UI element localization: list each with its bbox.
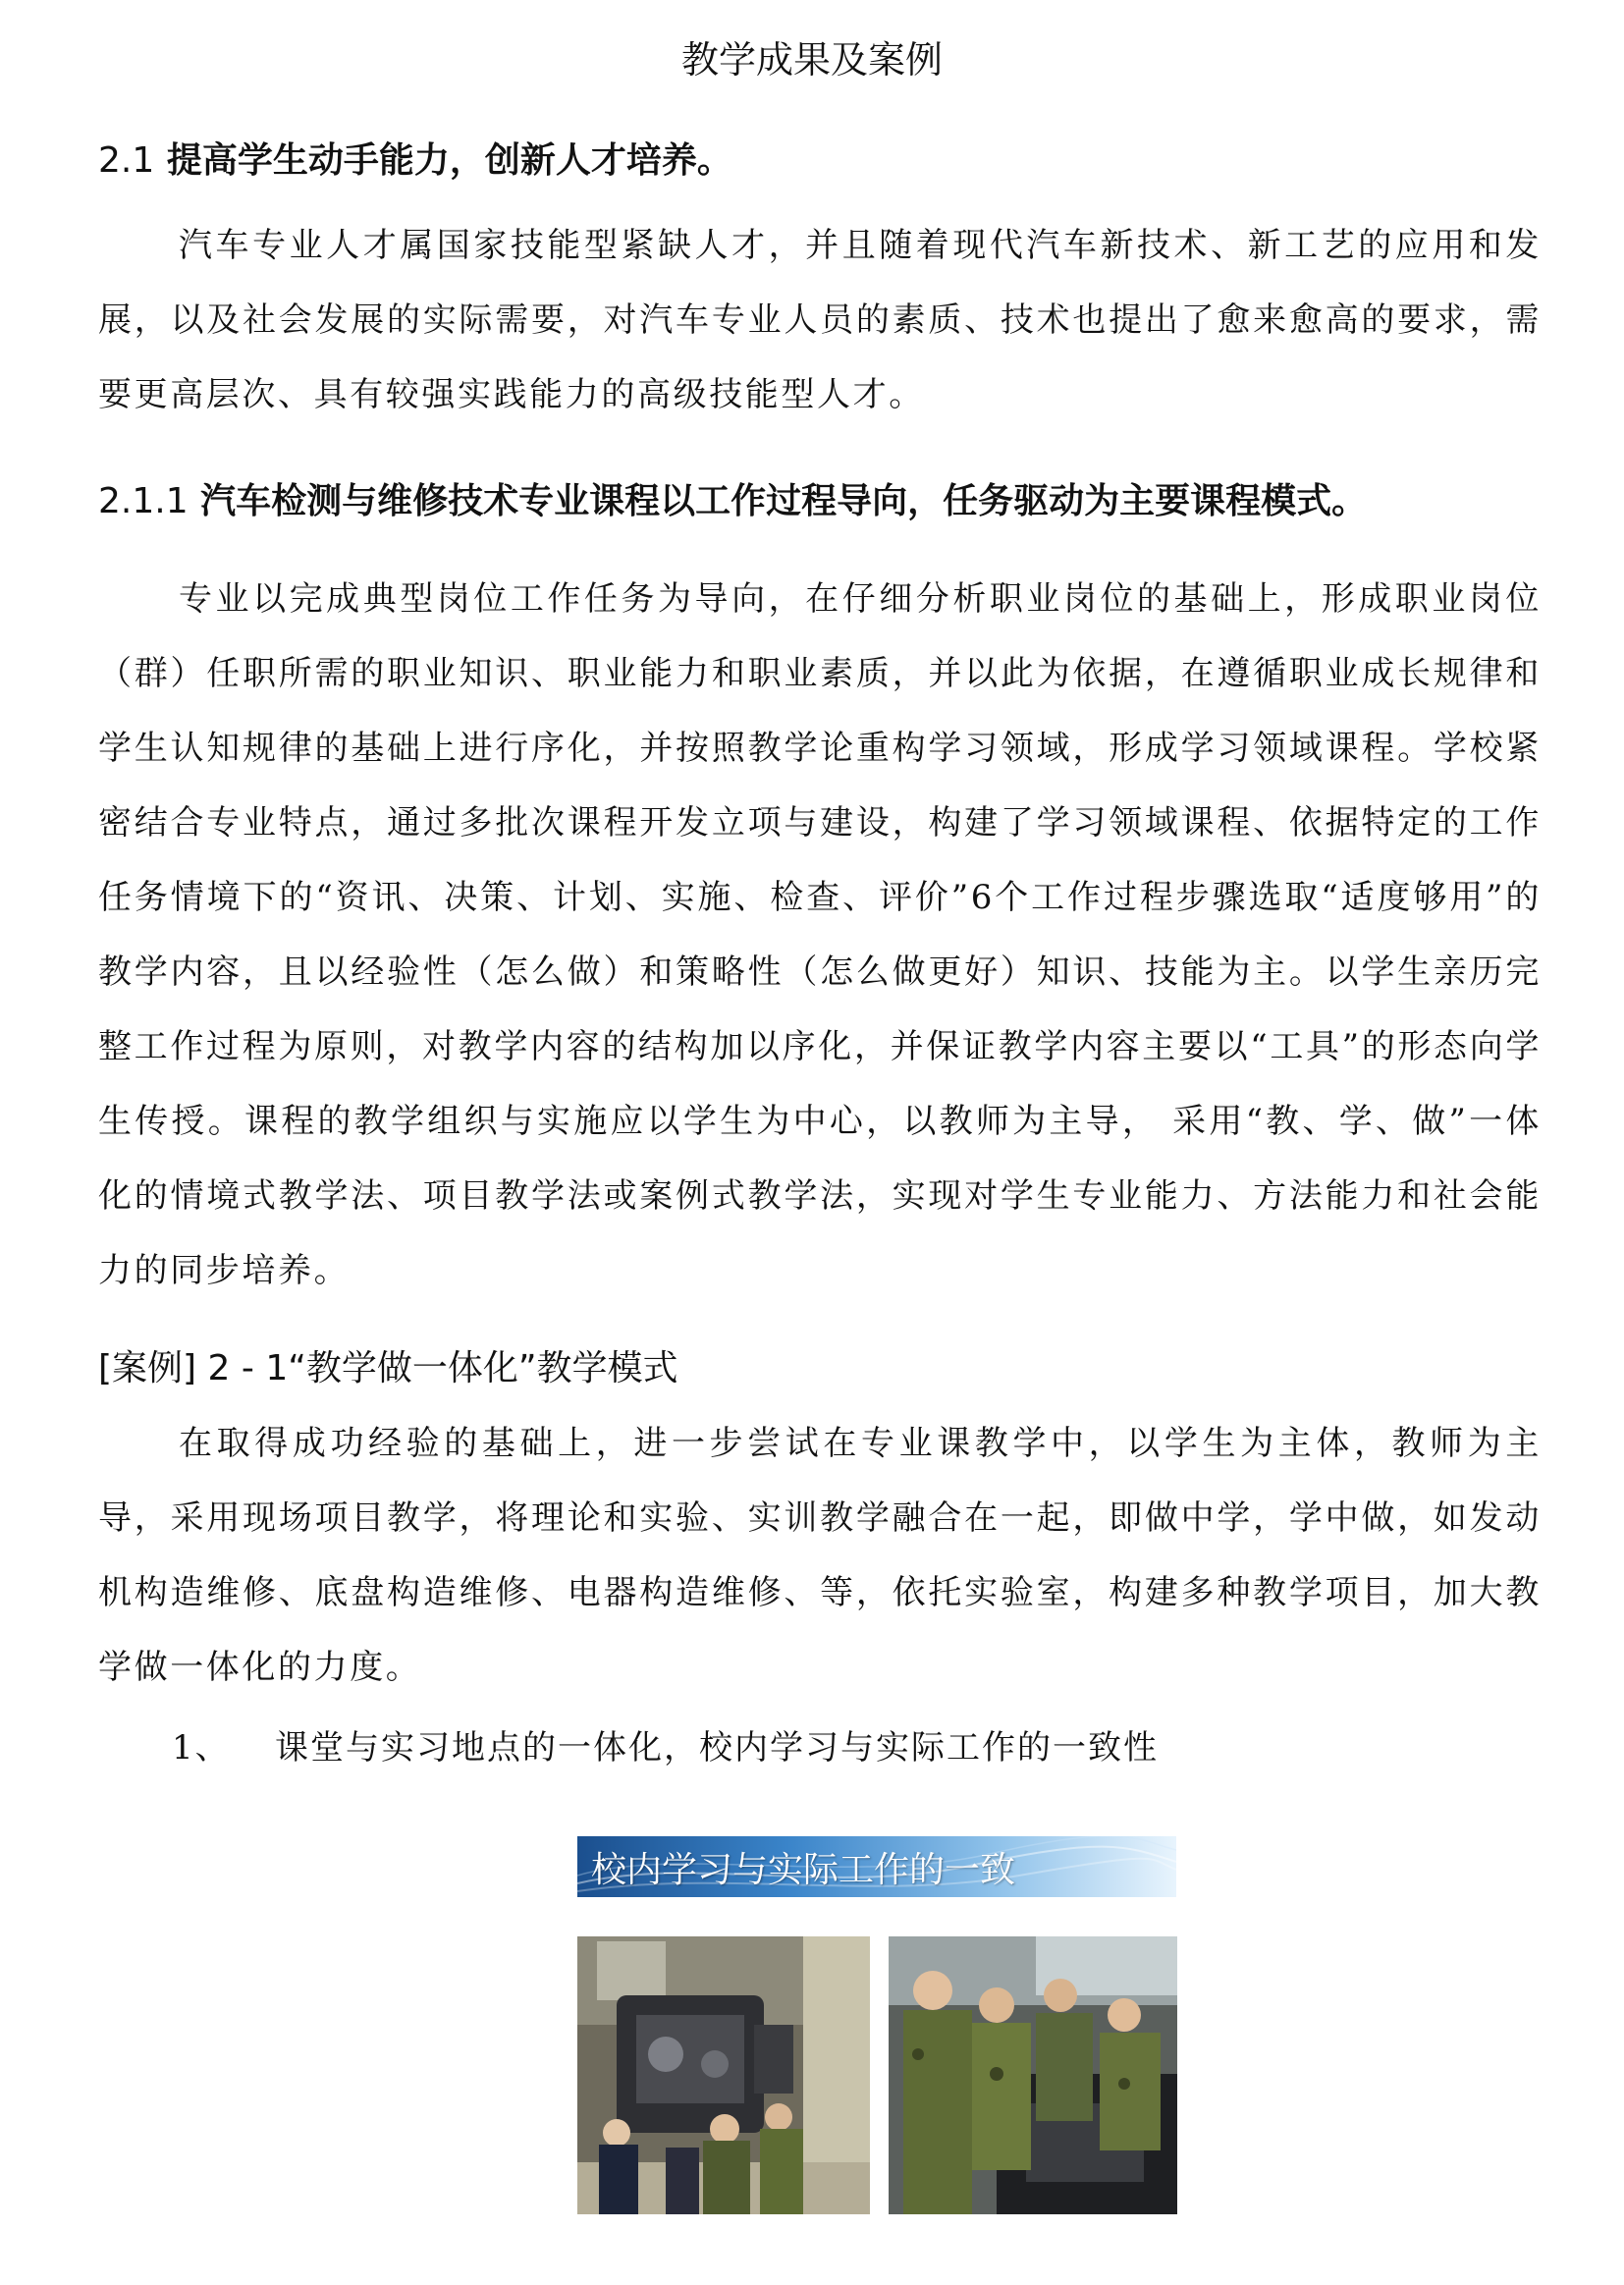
- case-title: “教学做一体化”教学模式: [288, 1348, 678, 1388]
- section-heading-2-1: [98, 133, 732, 183]
- page-title: 教学成果及案例: [680, 38, 943, 82]
- section-number: 2.1.1: [98, 481, 189, 521]
- banner-text: 校内学习与实际工作的一致: [591, 1850, 1016, 1890]
- section-2-1-paragraph: 汽车专业人才属国家技能型紧缺人才，并且随着现代汽车新技术、新工艺的应用和发展，以及社会发展的实际需要，对汽车专业人员的素质、技术也提出了愈来愈高的要求，需要更高层次、具有较强实践能力的高级技能型人才。: [98, 226, 1542, 414]
- list-marker: 1、: [172, 1728, 231, 1768]
- workshop-photo-students: [889, 1936, 1177, 2214]
- workshop-photo-engine: [577, 1936, 870, 2214]
- section-2-1-1-paragraph: 专业以完成典型岗位工作任务为导向，在仔细分析职业岗位的基础上，形成职业岗位（群）任职所需的职业知识、职业能力和职业素质，并以此为依据，在遵循职业成长规律和学生认知规律的基础上进行序化，并按照教学论重构学习领域，形成学习领域课程。学校紧密结合专业特点，通过多批次课程开发立项与建设，构建了学习领域课程、依据特定的工作任务情境下的“资讯、决策、计划、实施、检查、评价”6个工作过程步骤选取“适度够用”的教学内容，且以经验性（怎么做）和策略性（怎么做更好）知识、技能为主。以学生亲历完整工作过程为原则，对教学内容的结构加以序化，并保证教学内容主要以“工具”的形态向学生传授。课程的教学组织与实施应以学生为中心，以教师为主导， 采用“教、学、做”一体化的情境式教学法、项目教学法或案例式教学法，实现对学生专业能力、方法能力和社会能力的同步培养。: [98, 579, 1542, 1290]
- case-label: [案例] 2 - 1: [98, 1348, 289, 1388]
- case-heading: [98, 1340, 678, 1390]
- section-number: 2.1: [98, 140, 155, 181]
- list-item-text: 课堂与实习地点的一体化，校内学习与实际工作的一致性: [275, 1728, 1159, 1768]
- section-heading-2-1-1: [98, 473, 1367, 523]
- list-item: [172, 1720, 1159, 1768]
- figure-banner: [577, 1836, 1176, 1897]
- section-title: 提高学生动手能力，创新人才培养。: [166, 140, 732, 181]
- case-paragraph: 在取得成功经验的基础上，进一步尝试在专业课教学中，以学生为主体，教师为主导，采用现场项目教学，将理论和实验、实训教学融合在一起，即做中学，学中做，如发动机构造维修、底盘构造维修、电器构造维修、等，依托实验室，构建多种教学项目，加大教学做一体化的力度。: [98, 1424, 1542, 1687]
- section-title: 汽车检测与维修技术专业课程以工作过程导向，任务驱动为主要课程模式。: [200, 481, 1368, 521]
